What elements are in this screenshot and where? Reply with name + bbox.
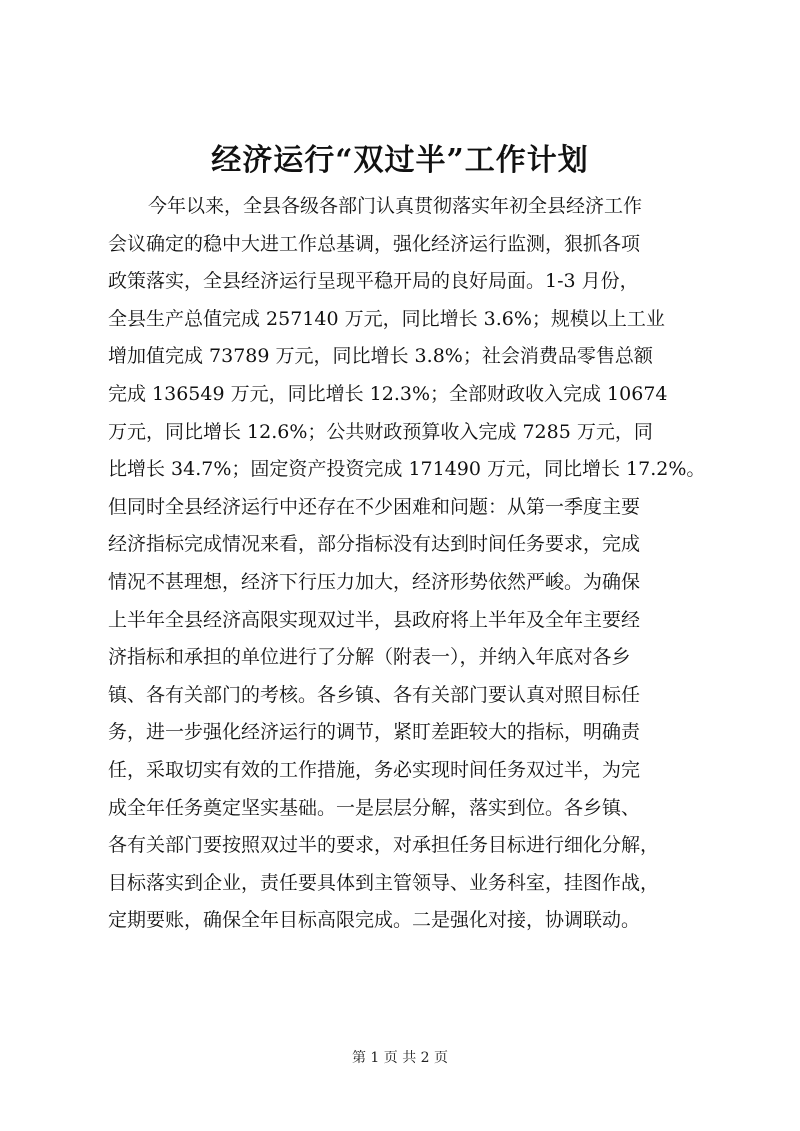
document-title: 经济运行“双过半”工作计划	[211, 143, 589, 178]
body-line: 上半年全县经济高限实现双过半，县政府将上半年及全年主要经	[108, 608, 641, 631]
body-line: 政策落实，全县经济运行呈现平稳开局的良好局面。1-3 月份，	[108, 270, 639, 293]
body-line: 情况不甚理想，经济下行压力加大，经济形势依然严峻。为确保	[108, 570, 641, 593]
body-line: 成全年任务奠定坚实基础。一是层层分解，落实到位。各乡镇、	[108, 796, 641, 819]
body-line: 济指标和承担的单位进行了分解（附表一），并纳入年底对各乡	[108, 646, 631, 669]
body-line: 经济指标完成情况来看，部分指标没有达到时间任务要求，完成	[108, 533, 641, 556]
body-line: 目标落实到企业，责任要具体到主管领导、业务科室，挂图作战，	[108, 871, 660, 894]
body-line: 完成 136549 万元，同比增长 12.3%；全部财政收入完成 10674	[108, 382, 668, 405]
body-line: 定期要账，确保全年目标高限完成。二是强化对接，协调联动。	[108, 909, 641, 932]
body-line: 各有关部门要按照双过半的要求，对承担任务目标进行细化分解，	[108, 834, 660, 857]
body-line: 会议确定的稳中大进工作总基调，强化经济运行监测，狠抓各项	[108, 232, 641, 255]
body-line: 全县生产总值完成 257140 万元，同比增长 3.6%；规模以上工业	[108, 307, 665, 330]
body-line: 今年以来，全县各级各部门认真贯彻落实年初全县经济工作	[148, 195, 643, 217]
page-number-footer: 第 1 页 共 2 页	[351, 1050, 449, 1066]
body-line: 镇、各有关部门的考核。各乡镇、各有关部门要认真对照目标任	[108, 683, 641, 706]
body-line: 务，进一步强化经济运行的调节，紧盯差距较大的指标，明确责	[108, 721, 641, 744]
body-line: 比增长 34.7%；固定资产投资完成 171490 万元，同比增长 17.2%。	[108, 458, 706, 481]
body-line: 万元，同比增长 12.6%；公共财政预算收入完成 7285 万元，同	[108, 420, 653, 443]
body-line: 增加值完成 73789 万元，同比增长 3.8%；社会消费品零售总额	[108, 345, 653, 368]
body-line: 但同时全县经济运行中还存在不少困难和问题：从第一季度主要	[108, 495, 641, 518]
body-line: 任，采取切实有效的工作措施，务必实现时间任务双过半，为完	[108, 758, 641, 781]
document-body	[108, 188, 708, 940]
